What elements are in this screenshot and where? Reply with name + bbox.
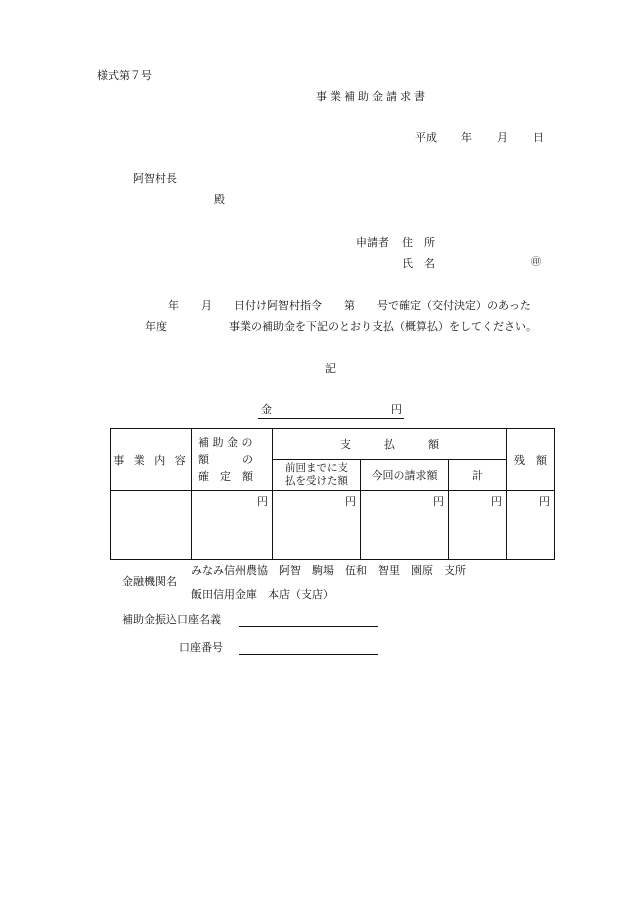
yen-unit: 円 bbox=[345, 495, 356, 508]
bank-line-1: みなみ信州農協 阿智 駒場 伍和 智里 園原 支所 bbox=[191, 564, 466, 577]
amount-unit: 円 bbox=[391, 403, 402, 416]
account-name-field[interactable] bbox=[239, 626, 378, 627]
header-total: 計 bbox=[449, 460, 507, 491]
bank-line-2: 飯田信用金庫 本店（支店） bbox=[191, 588, 334, 601]
header-subsidy-line-3: 確 定 額 bbox=[198, 470, 253, 484]
header-balance: 残 額 bbox=[507, 429, 555, 491]
yen-unit: 円 bbox=[257, 495, 268, 508]
account-number-field[interactable] bbox=[239, 654, 378, 655]
applicant-name-label: 氏 名 bbox=[402, 257, 435, 270]
yen-unit: 円 bbox=[433, 495, 444, 508]
header-project: 事 業 内 容 bbox=[111, 429, 192, 491]
account-name-label: 補助金振込口座名義 bbox=[122, 613, 221, 626]
header-payment: 支 払 額 bbox=[273, 429, 507, 460]
body-line-1: 年 月 日付け阿智村指令 第 号で確定（交付決定）のあった bbox=[168, 299, 531, 312]
form-title: 事業補助金請求書 bbox=[316, 90, 428, 103]
seal-mark: ㊞ bbox=[531, 257, 541, 268]
header-subsidy-line-1: 補 助 金 の bbox=[198, 435, 253, 449]
body-line-2-text: 事業の補助金を下記のとおり支払（概算払）をしてください。 bbox=[229, 320, 537, 333]
date-era: 平成 bbox=[415, 131, 437, 144]
yen-unit: 円 bbox=[491, 495, 503, 508]
header-current: 今回の請求額 bbox=[361, 460, 449, 491]
note-header: 記 bbox=[325, 362, 336, 375]
applicant-label: 申請者 bbox=[356, 236, 389, 249]
header-previous-line-1: 前回までに支 bbox=[285, 461, 348, 474]
applicant-address-label: 住 所 bbox=[402, 236, 435, 249]
header-subsidy bbox=[192, 429, 273, 491]
yen-unit: 円 bbox=[539, 495, 551, 508]
date-month-unit: 月 bbox=[497, 131, 508, 144]
cell-current[interactable] bbox=[361, 491, 449, 560]
cell-previous[interactable] bbox=[273, 491, 361, 560]
cell-project[interactable] bbox=[111, 491, 192, 560]
cell-subsidy[interactable] bbox=[192, 491, 273, 560]
form-number: 様式第７号 bbox=[97, 69, 152, 82]
header-previous-line-2: 払を受けた額 bbox=[285, 475, 348, 487]
amount-prefix: 金 bbox=[261, 403, 272, 416]
cell-total[interactable] bbox=[449, 491, 507, 560]
amount-underline bbox=[258, 418, 404, 419]
cell-balance[interactable] bbox=[507, 491, 555, 560]
addressee-honorific: 殿 bbox=[214, 193, 225, 206]
body-line-2-prefix: 年度 bbox=[145, 320, 167, 333]
data-row bbox=[111, 491, 555, 560]
header-subsidy-line-2: 額 の bbox=[198, 452, 253, 466]
date-day-unit: 日 bbox=[533, 131, 544, 144]
header-previous bbox=[273, 460, 361, 491]
bank-label: 金融機関名 bbox=[122, 575, 177, 588]
account-number-label: 口座番号 bbox=[179, 641, 223, 654]
date-year-unit: 年 bbox=[461, 131, 472, 144]
addressee-name: 阿智村長 bbox=[133, 172, 177, 185]
payment-table bbox=[110, 428, 555, 560]
